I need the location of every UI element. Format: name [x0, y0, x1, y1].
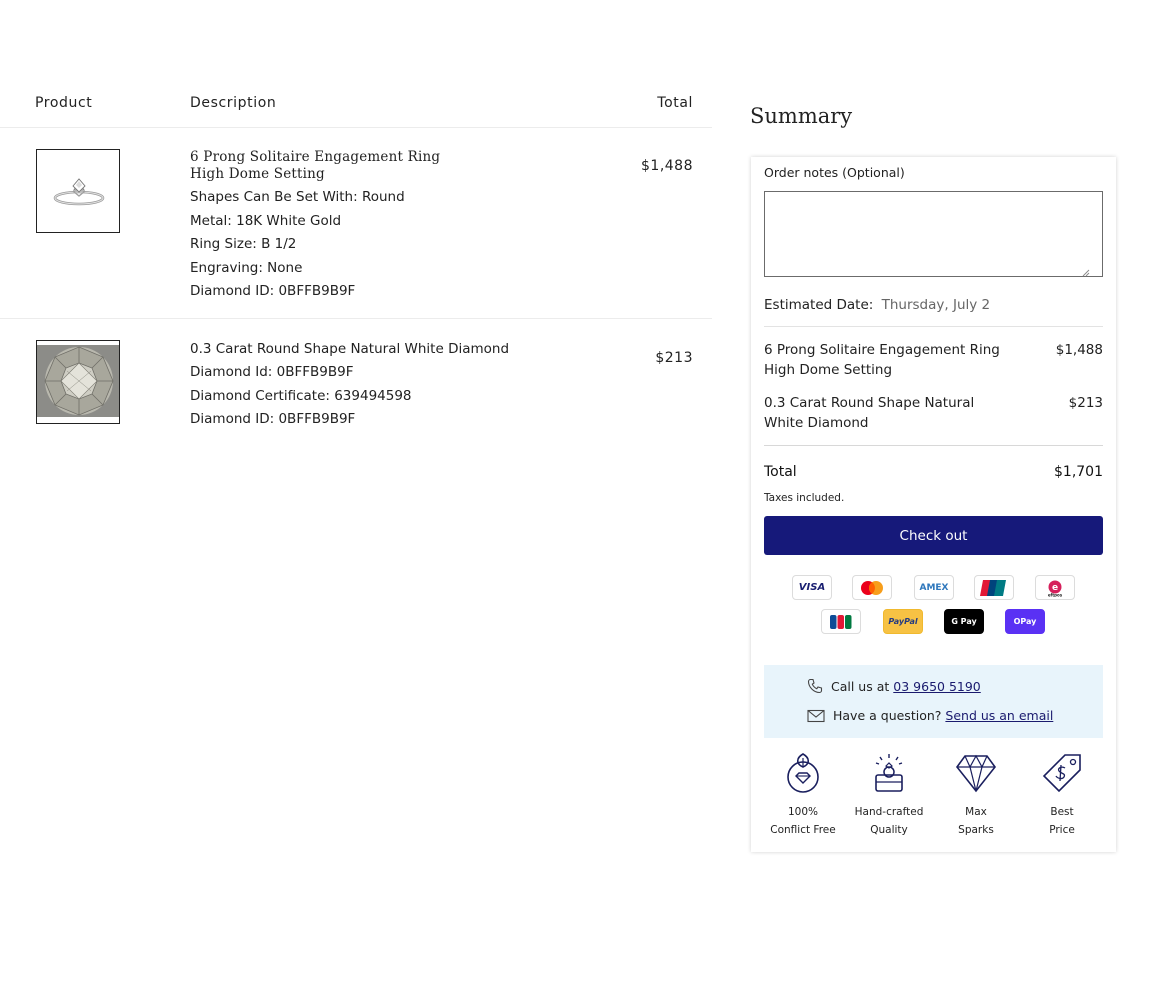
diamond-icon: [955, 752, 997, 794]
checkout-button[interactable]: Check out: [764, 516, 1103, 555]
visa-icon: VISA: [792, 575, 832, 600]
total-value: $1,701: [1054, 464, 1103, 480]
shop-pay-icon: OPay: [1005, 609, 1045, 634]
phone-icon: [807, 678, 823, 694]
summary-line-item: [764, 393, 1103, 433]
call-prefix: Call us at: [831, 678, 890, 694]
cart-row-ring: [0, 128, 712, 319]
feature-label: Best Price: [1049, 806, 1075, 836]
order-notes-textarea[interactable]: [764, 191, 1103, 277]
diamond-attr-diamond-id: Diamond ID: 0BFFB9B9F: [190, 411, 356, 428]
diamond-description: [190, 341, 570, 428]
summary-panel: [751, 157, 1116, 852]
line-item-price: $213: [1068, 395, 1103, 411]
diamond-thumbnail[interactable]: [36, 340, 120, 424]
divider: [764, 445, 1103, 446]
ring-attr-size: Ring Size: B 1/2: [190, 236, 297, 253]
resize-grip-icon[interactable]: [1082, 269, 1090, 277]
diamond-image: [37, 341, 120, 424]
paypal-icon: PayPal: [883, 609, 923, 634]
estimated-date: [764, 297, 1103, 313]
ring-price: $1,488: [641, 158, 693, 174]
estimated-date-value: Thursday, July 2: [881, 297, 991, 313]
feature-conflict-free: [761, 752, 845, 839]
jcb-icon: [821, 609, 861, 634]
diamond-attr-id: Diamond Id: 0BFFB9B9F: [190, 364, 354, 381]
ring-description: [190, 149, 570, 300]
question-line: [807, 708, 1053, 723]
price-tag-icon: [1041, 752, 1083, 794]
line-item-price: $1,488: [1055, 342, 1103, 358]
summary-line-item: [764, 340, 1103, 380]
ring-box-icon: [868, 752, 910, 794]
help-box: [764, 665, 1103, 738]
estimated-date-label: Estimated Date:: [764, 297, 874, 313]
summary-title: Summary: [750, 104, 853, 128]
question-prefix: Have a question?: [833, 708, 942, 723]
order-notes-label: Order notes (Optional): [764, 165, 905, 180]
email-link[interactable]: Send us an email: [945, 708, 1054, 723]
feature-label: Hand-crafted Quality: [854, 806, 924, 836]
ring-image: [37, 150, 120, 233]
svg-text:eftpos: eftpos: [1047, 592, 1063, 597]
feature-best-price: [1020, 752, 1104, 839]
header-description: Description: [190, 95, 277, 111]
leaf-diamond-icon: [782, 752, 824, 794]
diamond-price: $213: [655, 350, 693, 366]
diamond-title[interactable]: 0.3 Carat Round Shape Natural White Diamond: [190, 341, 510, 357]
diamond-attr-certificate: Diamond Certificate: 639494598: [190, 387, 412, 404]
line-item-name: 0.3 Carat Round Shape Natural White Diamond: [764, 395, 975, 431]
google-pay-icon: G Pay: [944, 609, 984, 634]
ring-attr-metal: Metal: 18K White Gold: [190, 212, 342, 229]
total-label: Total: [764, 464, 797, 480]
unionpay-icon: [974, 575, 1014, 600]
ring-title-line1[interactable]: 6 Prong Solitaire Engagement Ring: [190, 149, 441, 165]
cart-header: [0, 95, 712, 128]
header-product: Product: [35, 95, 93, 111]
feature-label: Max Sparks: [958, 806, 994, 836]
ring-attr-shapes: Shapes Can Be Set With: Round: [190, 189, 405, 206]
ring-title-line2[interactable]: High Dome Setting: [190, 166, 325, 182]
taxes-note: Taxes included.: [764, 492, 845, 504]
total-row: [764, 464, 1103, 482]
svg-text:e: e: [1051, 582, 1059, 593]
divider: [764, 326, 1103, 327]
eftpos-icon: [1035, 575, 1075, 600]
header-total: Total: [657, 95, 693, 111]
ring-attr-diamond-id: Diamond ID: 0BFFB9B9F: [190, 282, 356, 299]
mastercard-icon: [852, 575, 892, 600]
mail-icon: [807, 709, 825, 723]
amex-icon: AMEX: [914, 575, 954, 600]
phone-link[interactable]: 03 9650 5190: [893, 678, 981, 694]
cart-row-diamond: [0, 319, 712, 449]
ring-attr-engraving: Engraving: None: [190, 259, 303, 276]
feature-handcrafted: [847, 752, 931, 839]
feature-label: 100% Conflict Free: [770, 806, 836, 836]
feature-max-sparks: [934, 752, 1018, 839]
call-us-line: [807, 678, 981, 694]
ring-thumbnail[interactable]: [36, 149, 120, 233]
line-item-name: 6 Prong Solitaire Engagement Ring High Dome Setting: [764, 342, 1000, 378]
